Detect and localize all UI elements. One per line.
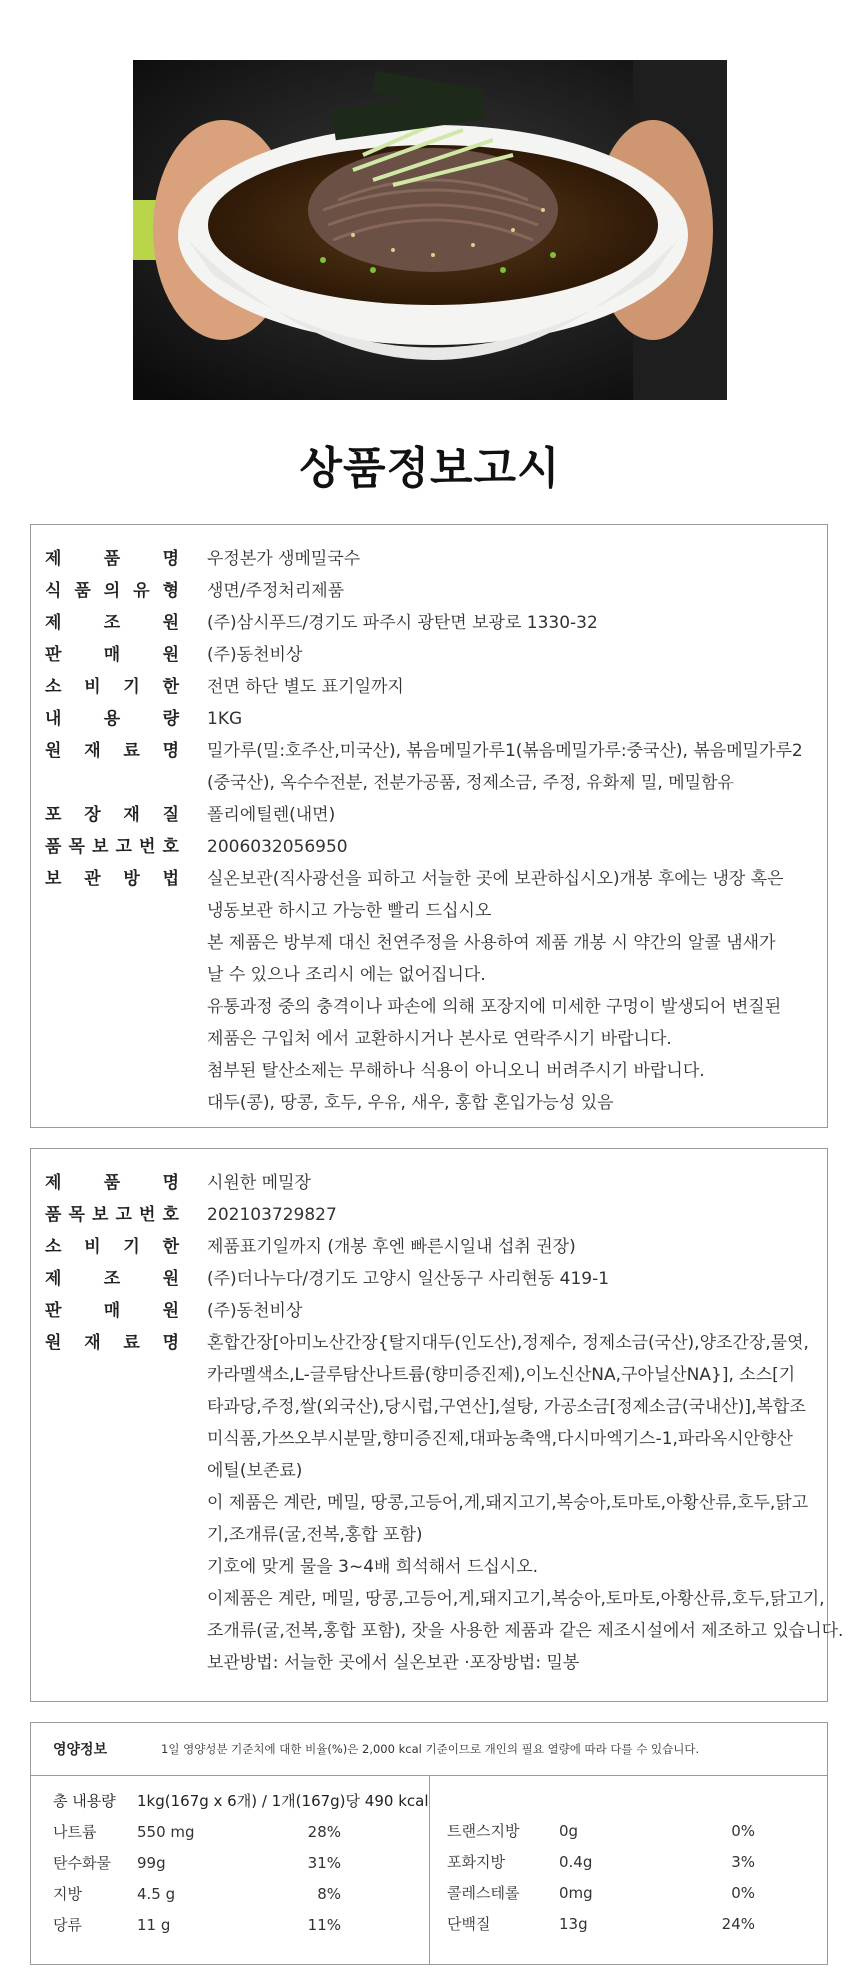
info-label: 식 품 의 유 형	[45, 581, 179, 601]
info-row	[31, 575, 827, 607]
nutrient-row	[53, 1848, 423, 1879]
info-value-line: 에틸(보존료)	[207, 1461, 303, 1481]
info-row	[31, 735, 827, 799]
info-value-line: 첨부된 탈산소제는 무해하나 식용이 아니오니 버려주시기 바랍니다.	[207, 1061, 705, 1081]
product-info-table-2	[30, 1148, 844, 1702]
info-value-line: 제품은 구입처 에서 교환하시거나 본사로 연락주시기 바랍니다.	[207, 1029, 672, 1049]
nutrition-divider	[429, 1776, 430, 1964]
info-row	[31, 1199, 827, 1231]
info-label: 제 품 명	[45, 549, 179, 569]
nutrient-name: 트랜스지방	[447, 1822, 520, 1840]
nutrient-row	[447, 1816, 817, 1847]
info-value	[207, 799, 807, 831]
info-value	[207, 1167, 807, 1199]
info-value-line: 이 제품은 계란, 메밀, 땅콩,고등어,게,돼지고기,복숭아,토마토,아황산류,호두,닭고	[207, 1493, 809, 1513]
nutrient-amount: 99g	[137, 1854, 166, 1872]
nutrient-name: 당류	[53, 1916, 82, 1934]
info-value-line: 밀가루(밀:호주산,미국산), 볶음메밀가루1(볶음메밀가루:중국산), 볶음메밀가루2	[207, 741, 803, 761]
info-value	[207, 703, 807, 735]
info-value	[207, 1231, 807, 1263]
info-value-line: 보관방법: 서늘한 곳에서 실온보관 ·포장방법: 밀봉	[207, 1653, 580, 1673]
info-value	[207, 1199, 807, 1231]
info-row	[31, 1231, 827, 1263]
nutrient-name: 포화지방	[447, 1853, 505, 1871]
info-label: 내 용 량	[45, 709, 179, 729]
info-row	[31, 1167, 827, 1199]
info-value	[207, 1295, 807, 1327]
nutrient-amount: 13g	[559, 1915, 588, 1933]
info-row	[31, 703, 827, 735]
noodle-bowl-illustration	[133, 60, 727, 400]
info-value-line: 냉동보관 하시고 가능한 빨리 드십시오	[207, 901, 492, 921]
info-label: 판 매 원	[45, 645, 179, 665]
nutrient-amount: 550 mg	[137, 1823, 195, 1841]
info-value-line: 전면 하단 별도 표기일까지	[207, 677, 404, 697]
nutrient-pct: 0%	[731, 1884, 755, 1902]
info-value	[207, 671, 807, 703]
info-row	[31, 863, 827, 1119]
nutrient-pct: 11%	[307, 1916, 341, 1934]
info-value	[207, 639, 807, 671]
info-value	[207, 575, 807, 607]
nutrient-pct: 0%	[731, 1822, 755, 1840]
nutrient-row	[447, 1878, 817, 1909]
page-title: 상품정보고시	[299, 443, 561, 494]
info-label: 포 장 재 질	[45, 805, 179, 825]
nutrient-amount: 4.5 g	[137, 1885, 176, 1903]
info-value-line: 대두(콩), 땅콩, 호두, 우유, 새우, 홍합 혼입가능성 있음	[207, 1093, 614, 1113]
info-value-line: 이제품은 계란, 메밀, 땅콩,고등어,게,돼지고기,복숭아,토마토,아황산류,호두,닭고기,	[207, 1589, 825, 1609]
info-label: 제 품 명	[45, 1173, 179, 1193]
nutrient-amount: 0g	[559, 1822, 579, 1840]
info-value-line: 생면/주정처리제품	[207, 581, 345, 601]
total-label: 총 내용량	[53, 1792, 116, 1810]
nutrition-left-column	[53, 1786, 429, 1941]
nutrient-amount: 0.4g	[559, 1853, 593, 1871]
info-row	[31, 1327, 827, 1487]
info-value	[207, 735, 807, 799]
nutrition-table	[30, 1722, 828, 1965]
nutrition-description: 1일 영양성분 기준치에 대한 비율(%)은 2,000 kcal 기준이므로 개인의 필요 열량에 따라 다를 수 있습니다.	[161, 1742, 700, 1756]
nutrient-amount: 11 g	[137, 1916, 171, 1934]
info-label: 판 매 원	[45, 1301, 179, 1321]
info-row	[31, 799, 827, 831]
info-label: 품 목 보 고 번 호	[45, 1205, 179, 1225]
info-row	[31, 607, 827, 639]
info-row	[31, 1263, 827, 1295]
nutrient-pct: 8%	[317, 1885, 341, 1903]
info-row	[31, 1295, 827, 1327]
info-value	[207, 543, 807, 575]
nutrient-pct: 3%	[731, 1853, 755, 1871]
nutrient-row	[53, 1910, 423, 1941]
product-info-table-1	[30, 524, 828, 1128]
info-row	[31, 543, 827, 575]
nutrient-name: 나트륨	[53, 1823, 97, 1841]
nutrition-header	[31, 1723, 827, 1776]
total-value: 1kg(167g x 6개) / 1개(167g)당 490 kcal	[137, 1792, 429, 1810]
info-value	[207, 1263, 807, 1295]
info-label: 원 재 료 명	[45, 1333, 179, 1353]
info-value	[207, 863, 807, 1119]
info-value-line: 카라멜색소,L-글루탐산나트륨(향미증진제),이노신산NA,구아닐산NA}], 소스[기	[207, 1365, 796, 1385]
info-value-line: 날 수 있으나 조리시 에는 없어집니다.	[207, 965, 486, 985]
nutrient-name: 탄수화물	[53, 1854, 111, 1872]
nutrient-name: 콜레스테롤	[447, 1884, 520, 1902]
info-value	[207, 1487, 844, 1679]
nutrition-right-column	[447, 1816, 817, 1940]
info-value-line: 기,조개류(굴,전복,홍합 포함)	[207, 1525, 423, 1545]
info-value-line: 우정본가 생메밀국수	[207, 549, 361, 569]
info-value-line: (주)더나누다/경기도 고양시 일산동구 사리현동 419-1	[207, 1269, 610, 1289]
info-value-line: 폴리에틸렌(내면)	[207, 805, 336, 825]
info-value-line: 본 제품은 방부제 대신 천연주정을 사용하여 제품 개봉 시 약간의 알콜 냄새가	[207, 933, 776, 953]
info-value-line: (중국산), 옥수수전분, 전분가공품, 정제소금, 주정, 유화제 밀, 메밀함유	[207, 773, 734, 793]
nutrient-amount: 0mg	[559, 1884, 593, 1902]
info-row	[31, 639, 827, 671]
info-label: 소 비 기 한	[45, 677, 179, 697]
info-value	[207, 607, 807, 639]
info-value-line: 혼합간장[아미노산간장{탈지대두(인도산),정제수, 정제소금(국산),양조간장,물엿,	[207, 1333, 809, 1353]
info-label: 원 재 료 명	[45, 741, 179, 761]
info-label: 소 비 기 한	[45, 1237, 179, 1257]
info-value-line: 조개류(굴,전복,홍합 포함), 잣을 사용한 제품과 같은 제조시설에서 제조하고 있습니다.	[207, 1621, 844, 1641]
info-value-line: 타과당,주정,쌀(외국산),당시럽,구연산],설탕, 가공소금[정제소금(국내산)],복합조	[207, 1397, 806, 1417]
info-value-line: 기호에 맞게 물을 3~4배 희석해서 드십시오.	[207, 1557, 539, 1577]
info-value-line: 제품표기일까지 (개봉 후엔 빠른시일내 섭취 권장)	[207, 1237, 576, 1257]
info-value-line: 실온보관(직사광선을 피하고 서늘한 곳에 보관하십시오)개봉 후에는 냉장 혹은	[207, 869, 784, 889]
info-value-line: 2006032056950	[207, 837, 348, 857]
info-label: 제 조 원	[45, 613, 179, 633]
nutrient-pct: 31%	[307, 1854, 341, 1872]
info-value-line: 202103729827	[207, 1205, 337, 1225]
nutrition-total-row	[53, 1786, 429, 1817]
product-photo	[133, 60, 727, 400]
nutrient-pct: 28%	[307, 1823, 341, 1841]
info-row	[31, 831, 827, 863]
nutrient-pct: 24%	[721, 1915, 755, 1933]
nutrient-row	[53, 1817, 423, 1848]
info-value	[207, 1327, 807, 1487]
info-value-line: 유통과정 중의 충격이나 파손에 의해 포장지에 미세한 구멍이 발생되어 변질된	[207, 997, 782, 1017]
nutrient-row	[447, 1847, 817, 1878]
info-label: 보 관 방 법	[45, 869, 179, 889]
info-value-line: (주)동천비상	[207, 645, 303, 665]
info-label: 제 조 원	[45, 1269, 179, 1289]
info-row	[31, 1487, 844, 1679]
info-value-line: (주)동천비상	[207, 1301, 303, 1321]
info-label	[45, 1487, 179, 1679]
info-value-line: 1KG	[207, 709, 243, 729]
nutrient-row	[53, 1879, 423, 1910]
info-row	[31, 671, 827, 703]
nutrition-body	[31, 1776, 827, 1964]
nutrient-name: 단백질	[447, 1915, 491, 1933]
nutrient-name: 지방	[53, 1885, 82, 1903]
info-value	[207, 831, 807, 863]
info-label: 품 목 보 고 번 호	[45, 837, 179, 857]
info-value-line: 미식품,가쓰오부시분말,향미증진제,대파농축액,다시마엑기스-1,파라옥시안향산	[207, 1429, 793, 1449]
nutrition-title: 영양정보	[53, 1742, 108, 1758]
info-value-line: (주)삼시푸드/경기도 파주시 광탄면 보광로 1330-32	[207, 613, 598, 633]
info-value-line: 시원한 메밀장	[207, 1173, 311, 1193]
nutrient-row	[447, 1909, 817, 1940]
